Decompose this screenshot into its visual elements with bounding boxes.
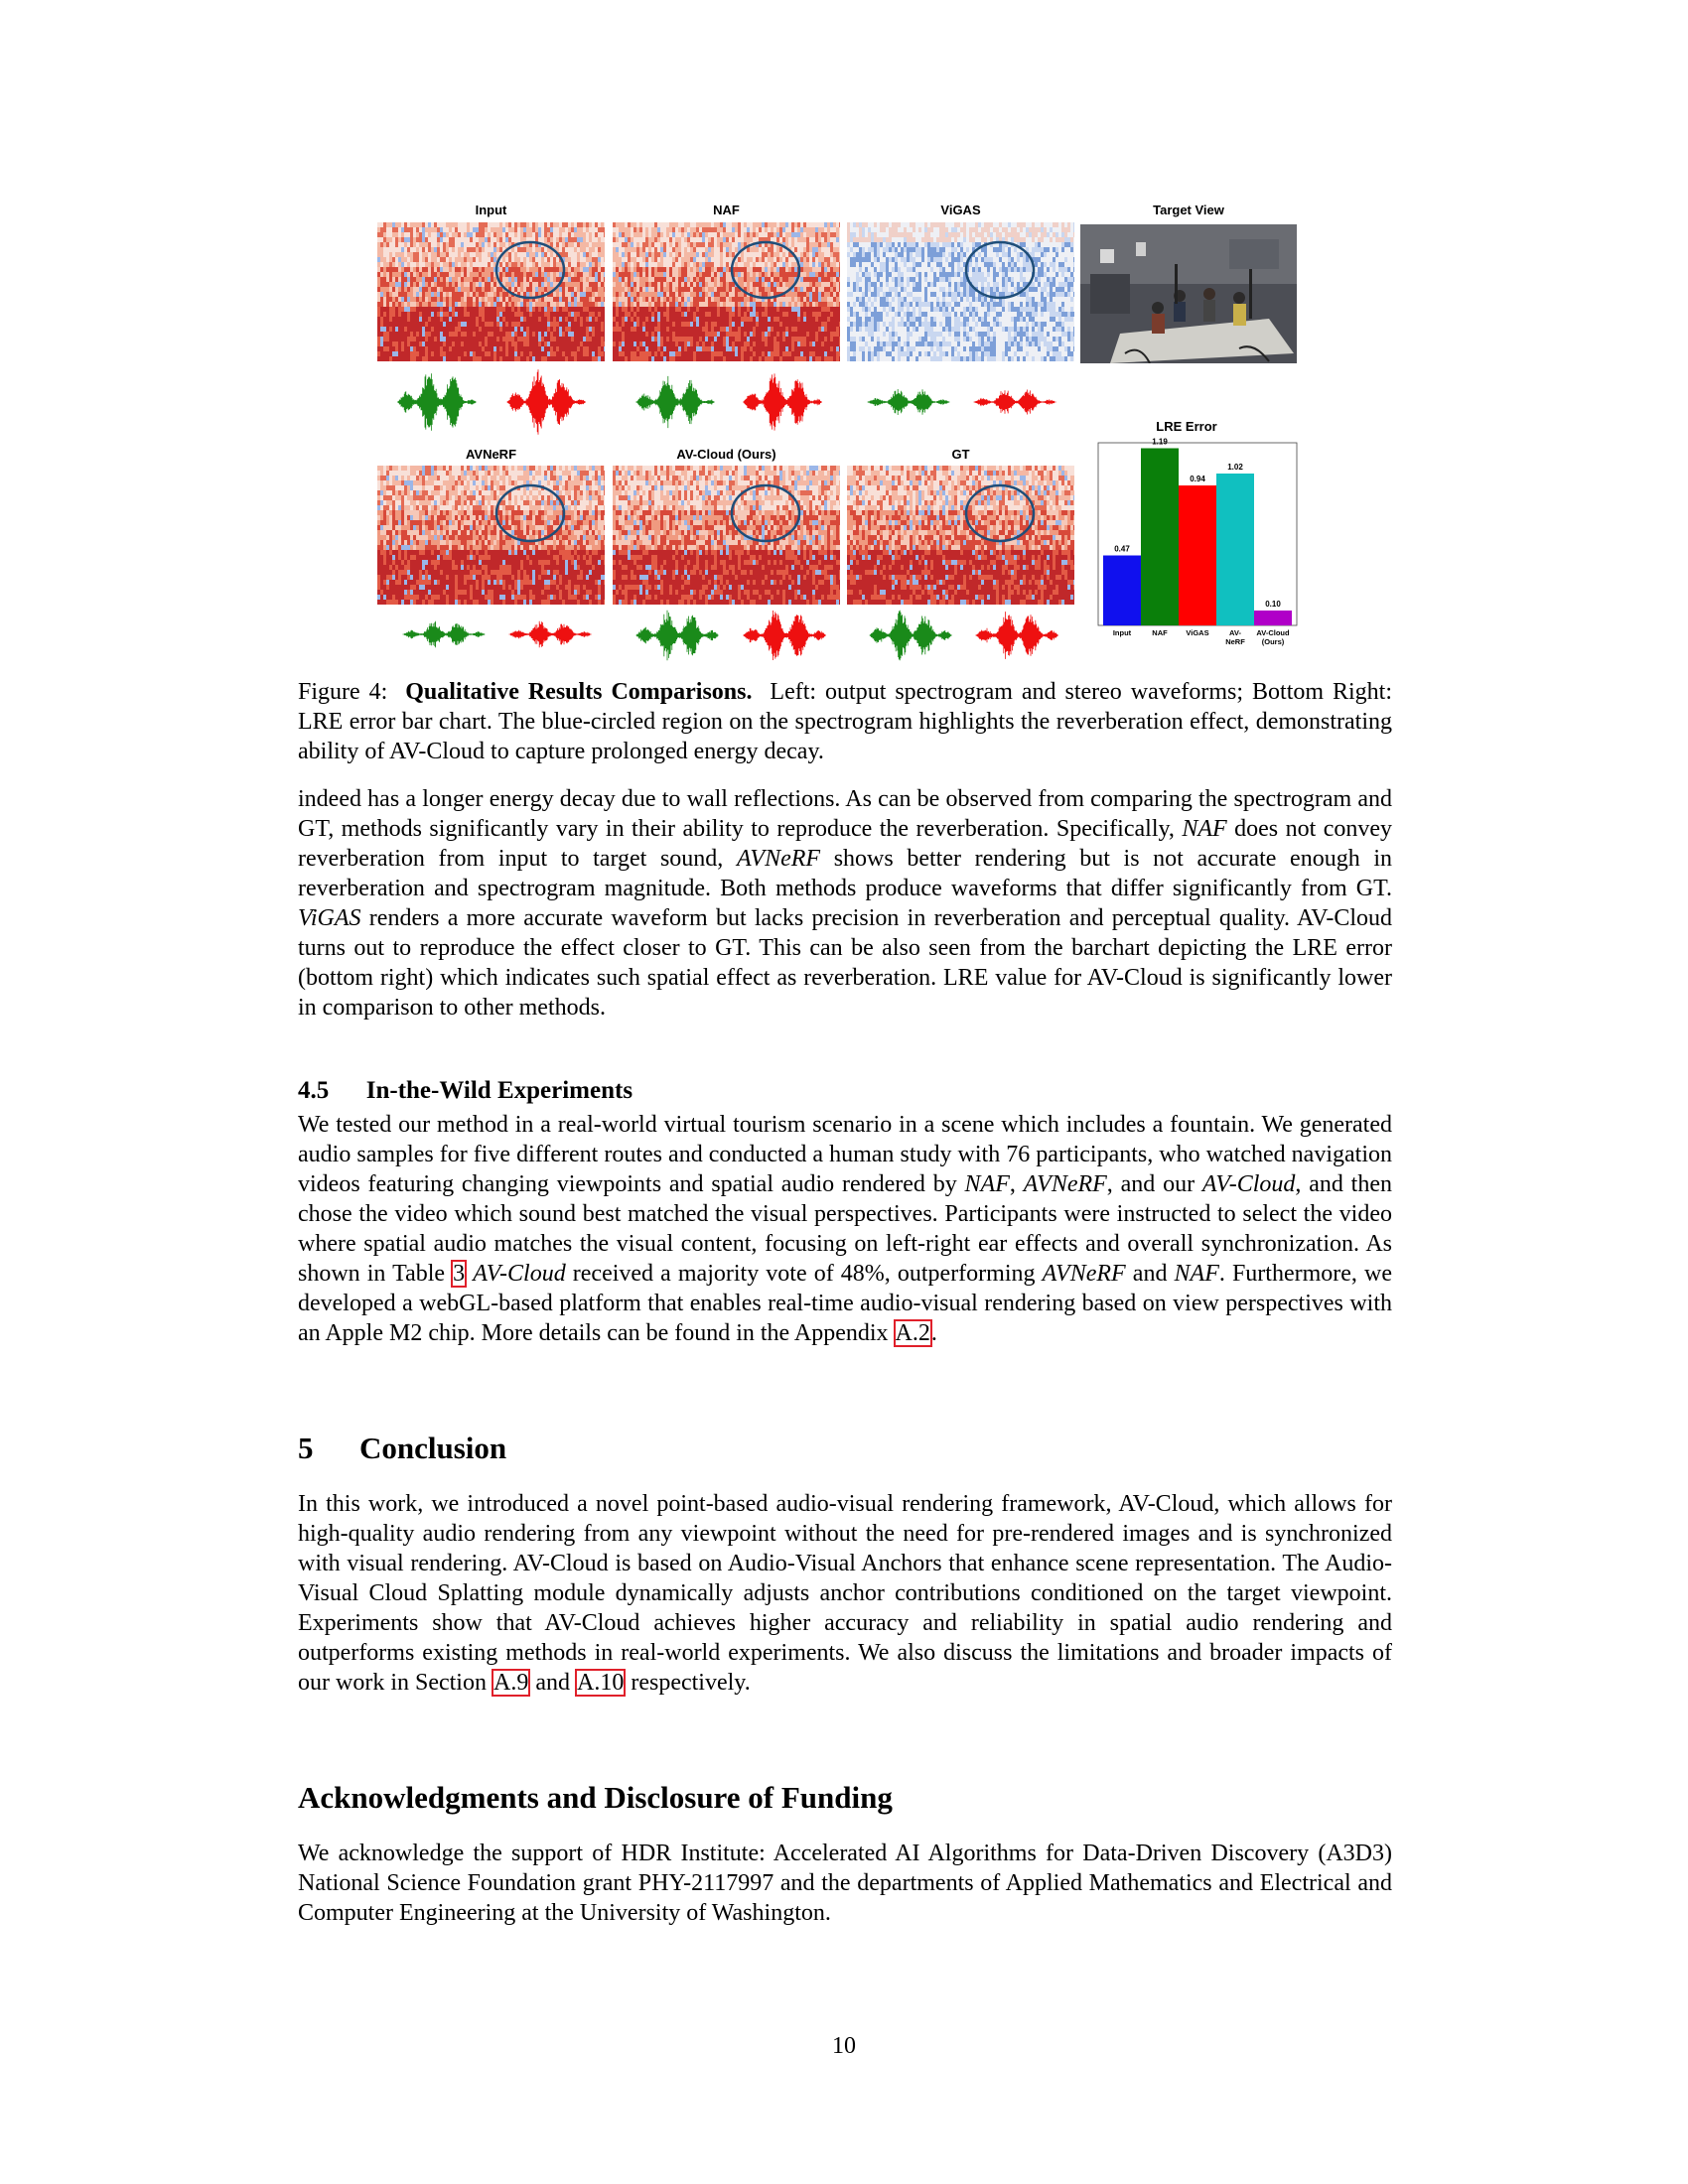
spectrogram-input xyxy=(377,222,605,361)
waveform-av-cloud-left xyxy=(635,608,719,663)
panel-title-input: Input xyxy=(475,203,507,217)
waveform-naf-left xyxy=(635,373,715,431)
target-view-image xyxy=(1080,224,1297,363)
lre-error-bar-chart xyxy=(1072,417,1311,655)
acknowledgments-heading: Acknowledgments and Disclosure of Funding xyxy=(298,1780,893,1815)
panel-title-vigas: ViGAS xyxy=(940,203,981,217)
category-tick-label: NeRF xyxy=(1225,637,1245,646)
category-tick-label: NAF xyxy=(1152,628,1168,637)
bar-value-label: 1.19 xyxy=(1152,437,1168,447)
bar-value-label: 0.10 xyxy=(1265,600,1281,609)
section-4-5-heading: 4.5 In-the-Wild Experiments xyxy=(298,1077,633,1104)
panel-title-naf: NAF xyxy=(713,203,740,217)
paragraph-acknowledgments xyxy=(298,1839,1392,1928)
chart-title: LRE Error xyxy=(1156,419,1217,434)
panel-title-av-cloud: AV-Cloud (Ours) xyxy=(676,447,776,462)
paragraph-text: We acknowledge the support of HDR Institute: Accelerated AI Algorithms for Data-Driven Discovery (A3D3) National Science Foundation grant PHY-2117997 and the departments of Applied Mathematics and Electrical and Computer Engineering at the University of Washington. xyxy=(298,1841,1392,1926)
category-tick-label: (Ours) xyxy=(1261,637,1285,646)
bar xyxy=(1254,611,1292,625)
caption-text: Left: output spectrogram and stereo waveforms; Bottom Right: LRE error bar chart. The blue-circled region on the spectrogram highlights the reverberation effect, demonstrating ability of AV-Cloud to capture prolonged energy decay. xyxy=(298,679,1393,764)
spectrogram-avnerf xyxy=(377,466,605,605)
paragraph-conclusion xyxy=(298,1489,1392,1698)
bar xyxy=(1103,556,1141,626)
paragraph-text: We tested our method in a real-world virtual tourism scenario in a scene which includes a fountain. We generated audio samples for five different routes and conducted a human study with 76 participants, who watched navigation videos featuring changing viewpoints and spatial audio rendered by NAF, AVNeRF, and our AV-Cloud, and then chose the video which sound best matched the visual perspectives. Participants were instructed to select the video where spatial audio matches the visual content, focusing on left-right ear effects and overall synchronization. As shown in Table 3 AV-Cloud received a majority vote of 48%, outperforming AVNeRF and NAF. Furthermore, we developed a webGL-based platform that enables real-time audio-visual rendering based on view perspectives with an Apple M2 chip. More details can be found in the Appendix A.2. xyxy=(298,1112,1393,1346)
panel-title-target-view: Target View xyxy=(1153,203,1224,217)
category-tick-label: AV- xyxy=(1229,628,1241,637)
paragraph-text: indeed has a longer energy decay due to wall reflections. As can be observed from comparing the spectrogram and GT, methods significantly vary in their ability to reproduce the reverberation. Specifically, NAF does not convey reverberation from input to target sound, AVNeRF shows better rendering but is not accurate enough in reverberation and spectrogram magnitude. Both methods produce waveforms that differ significantly from GT. ViGAS renders a more accurate waveform but lacks precision in reverberation and perceptual quality. AV-Cloud turns out to reproduce the effect closer to GT. This can be also seen from the barchart depicting the LRE error (bottom right) which indicates such spatial effect as reverberation. LRE value for AV-Cloud is significantly lower in comparison to other methods. xyxy=(298,786,1392,1021)
panel-title-avnerf: AVNeRF xyxy=(465,447,517,462)
waveform-naf-right xyxy=(743,369,822,435)
section-5-heading: 5 Conclusion xyxy=(298,1431,507,1465)
spectrogram-gt xyxy=(847,466,1074,605)
caption-label: Figure 4: xyxy=(298,679,388,705)
waveform-vigas-left xyxy=(867,387,950,417)
spectrogram-naf xyxy=(613,222,840,361)
waveform-gt-right xyxy=(975,608,1058,663)
paragraph-results-discussion xyxy=(298,784,1392,1023)
waveform-input-left xyxy=(397,367,477,437)
waveform-vigas-right xyxy=(973,387,1056,417)
bar xyxy=(1216,474,1254,625)
bar-value-label: 0.47 xyxy=(1114,544,1130,554)
caption-title: Qualitative Results Comparisons. xyxy=(405,679,753,705)
bar xyxy=(1179,485,1216,625)
waveform-input-right xyxy=(506,367,586,437)
bar xyxy=(1141,449,1179,626)
bar-value-label: 0.94 xyxy=(1190,475,1205,483)
category-tick-label: Input xyxy=(1112,628,1132,637)
paragraph-in-the-wild xyxy=(298,1110,1392,1348)
waveform-gt-left xyxy=(869,608,952,663)
waveform-av-cloud-right xyxy=(743,608,826,663)
category-tick-label: ViGAS xyxy=(1186,628,1209,637)
page-number: 10 xyxy=(832,2033,856,2059)
panel-title-gt: GT xyxy=(951,447,970,462)
category-tick-label: AV-Cloud xyxy=(1256,628,1290,637)
paragraph-text: In this work, we introduced a novel point-based audio-visual rendering framework, AV-Cloud, which allows for high-quality audio rendering from any viewpoint without the need for pre-rendered images and is synchronized with visual rendering. AV-Cloud is based on Audio-Visual Anchors that enhance scene representation. The Audio-Visual Cloud Splatting module dynamically adjusts anchor contributions conditioned on the target viewpoint. Experiments show that AV-Cloud achieves higher accuracy and reliability in spatial audio rendering and outperforms existing methods in real-world experiments. We also discuss the limitations and broader impacts of our work in Section A.9 and A.10 respectively. xyxy=(298,1491,1392,1696)
waveform-avnerf-right xyxy=(508,619,592,649)
spectrogram-vigas xyxy=(847,222,1074,361)
spectrogram-av-cloud xyxy=(613,466,840,605)
waveform-avnerf-left xyxy=(402,619,486,649)
figure-caption xyxy=(298,677,1392,766)
bar-value-label: 1.02 xyxy=(1227,463,1243,472)
